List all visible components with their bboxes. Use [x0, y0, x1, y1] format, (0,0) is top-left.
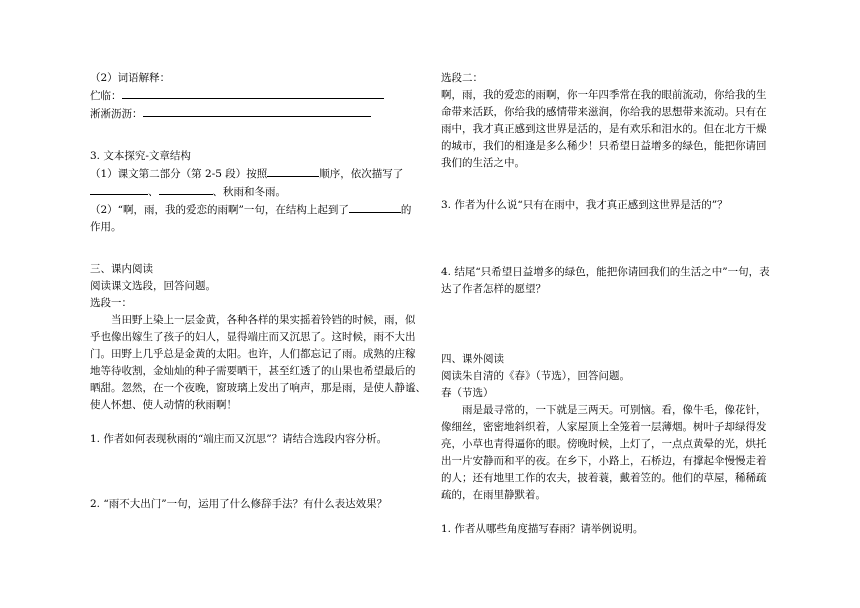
excerpt-line: 啊，雨，我的爱恋的雨啊，你一年四季常在我的眼前流动，你给我的生 [441, 89, 767, 101]
answer-blank[interactable] [267, 165, 319, 177]
excerpt-1-label: 选段一： [90, 297, 132, 309]
section-3-instruction: 阅读课文选段，回答问题。 [90, 280, 216, 292]
question-4-line-2: 达了作者怎样的愿望？ [441, 283, 546, 295]
q3-1-text-a: （1）课文第二部分（第 2-5 段）按照 [90, 168, 268, 180]
question-3: 3. 作者为什么说“只有在雨中，我才真正感到这世界是活的”？ [441, 199, 728, 211]
q3-part-1-cont: 、 、秋雨和冬雨。 [90, 183, 430, 201]
excerpt-1-body [90, 312, 430, 414]
answer-blank[interactable] [143, 105, 371, 117]
q3-part-1 [90, 165, 430, 183]
vocab-term-1: 伫临： [90, 90, 122, 102]
excerpt-line: 命带来活跃，你给我的感情带来滋润，你给我的思想带来流动。只有在 [441, 106, 767, 118]
question-4-line-1: 4. 结尾“只希望日益增多的绿色，能把你请回我们的生活之中”一句，表 [441, 266, 770, 278]
spring-title: 春（节选） [441, 387, 494, 399]
excerpt-line: 雨是最寻常的，一下就是三两天。可别恼。看，像牛毛，像花针， [441, 404, 767, 416]
excerpt-2-label: 选段二： [441, 72, 483, 84]
q3-1-text-b: 顺序，依次描写了 [319, 168, 404, 180]
answer-blank[interactable] [159, 183, 213, 195]
left-column [90, 70, 430, 513]
excerpt-line: 的人；还有地里工作的农夫，披着蓑，戴着笠的。他们的草屋，稀稀疏 [441, 472, 767, 484]
excerpt-line: 像细丝，密密地斜织着，人家屋顶上全笼着一层薄烟。树叶子却绿得发 [441, 421, 767, 433]
answer-space[interactable] [441, 298, 776, 351]
excerpt-line: 使人怀想、使人动情的秋雨啊！ [90, 399, 237, 411]
excerpt-line: 门。田野上几乎总是金黄的太阳。也许，人们都忘记了雨。成熟的庄稼 [90, 348, 416, 360]
answer-blank[interactable] [349, 201, 401, 213]
q3-2-text-a: （2）“啊，雨，我的爱恋的雨啊”一句，在结构上起到了 [90, 204, 349, 216]
answer-blank[interactable] [122, 87, 384, 99]
excerpt-line: 晒甜。忽然，在一个夜晚，窗玻璃上发出了响声，那是雨，是使人静谧、 [90, 382, 426, 394]
spring-excerpt-body [441, 402, 776, 504]
section-4-instruction: 阅读朱自清的《春》（节选），回答问题。 [441, 370, 630, 382]
question-2: 2. “雨不大出门”一句，运用了什么修辞手法？有什么表达效果？ [90, 498, 388, 510]
excerpt-line: 乎也像出嫁生了孩子的妇人，显得端庄而又沉思了。这时候，雨不大出 [90, 331, 416, 343]
answer-blank[interactable] [90, 183, 148, 195]
answer-space[interactable] [90, 448, 430, 496]
excerpt-line: 疏的，在雨里静默着。 [441, 489, 546, 501]
vocab-item-1 [90, 87, 430, 105]
excerpt-2-body [441, 87, 776, 172]
vocab-item-2 [90, 105, 430, 123]
vocab-heading: （2）词语解释： [90, 72, 171, 84]
q3-1-text-c: 、秋雨和冬雨。 [212, 186, 286, 198]
excerpt-line: 地等待收割，金灿灿的种子需要晒干，甚至红透了的山果也希望最后的 [90, 365, 416, 377]
section-4-heading: 四、课外阅读 [441, 353, 504, 365]
right-column [441, 70, 776, 538]
vocab-term-2: 淅淅沥沥： [90, 108, 143, 120]
answer-space[interactable] [441, 214, 776, 264]
excerpt-line: 出一片安静而和平的夜。在乡下，小路上，石桥边，有撑起伞慢慢走着 [441, 455, 767, 467]
section-3-heading: 三、课内阅读 [90, 263, 153, 275]
excerpt-line: 的城市，我们的相逢是多么稀少！只希望日益增多的绿色，能把你请回 [441, 140, 767, 152]
question-1: 1. 作者如何表现秋雨的“端庄而又沉思”？请结合选段内容分析。 [90, 433, 388, 445]
q3-part-2 [90, 201, 430, 219]
q3-heading: 3. 文本探究-文章结构 [90, 150, 191, 162]
excerpt-line: 当田野上染上一层金黄，各种各样的果实摇着铃铛的时候，雨，似 [90, 314, 416, 326]
excerpt-line: 雨中，我才真正感到这世界是活的，是有欢乐和泪水的。但在北方干燥 [441, 123, 767, 135]
q3-2-text-b: 的 [400, 204, 412, 216]
q3-part-2-cont: 作用。 [90, 221, 122, 233]
excerpt-line: 我们的生活之中。 [441, 157, 525, 169]
excerpt-line: 亮，小草也青得逼你的眼。傍晚时候，上灯了，一点点黄晕的光，烘托 [441, 438, 767, 450]
question-5: 1. 作者从哪些角度描写春雨？请举例说明。 [441, 523, 644, 535]
